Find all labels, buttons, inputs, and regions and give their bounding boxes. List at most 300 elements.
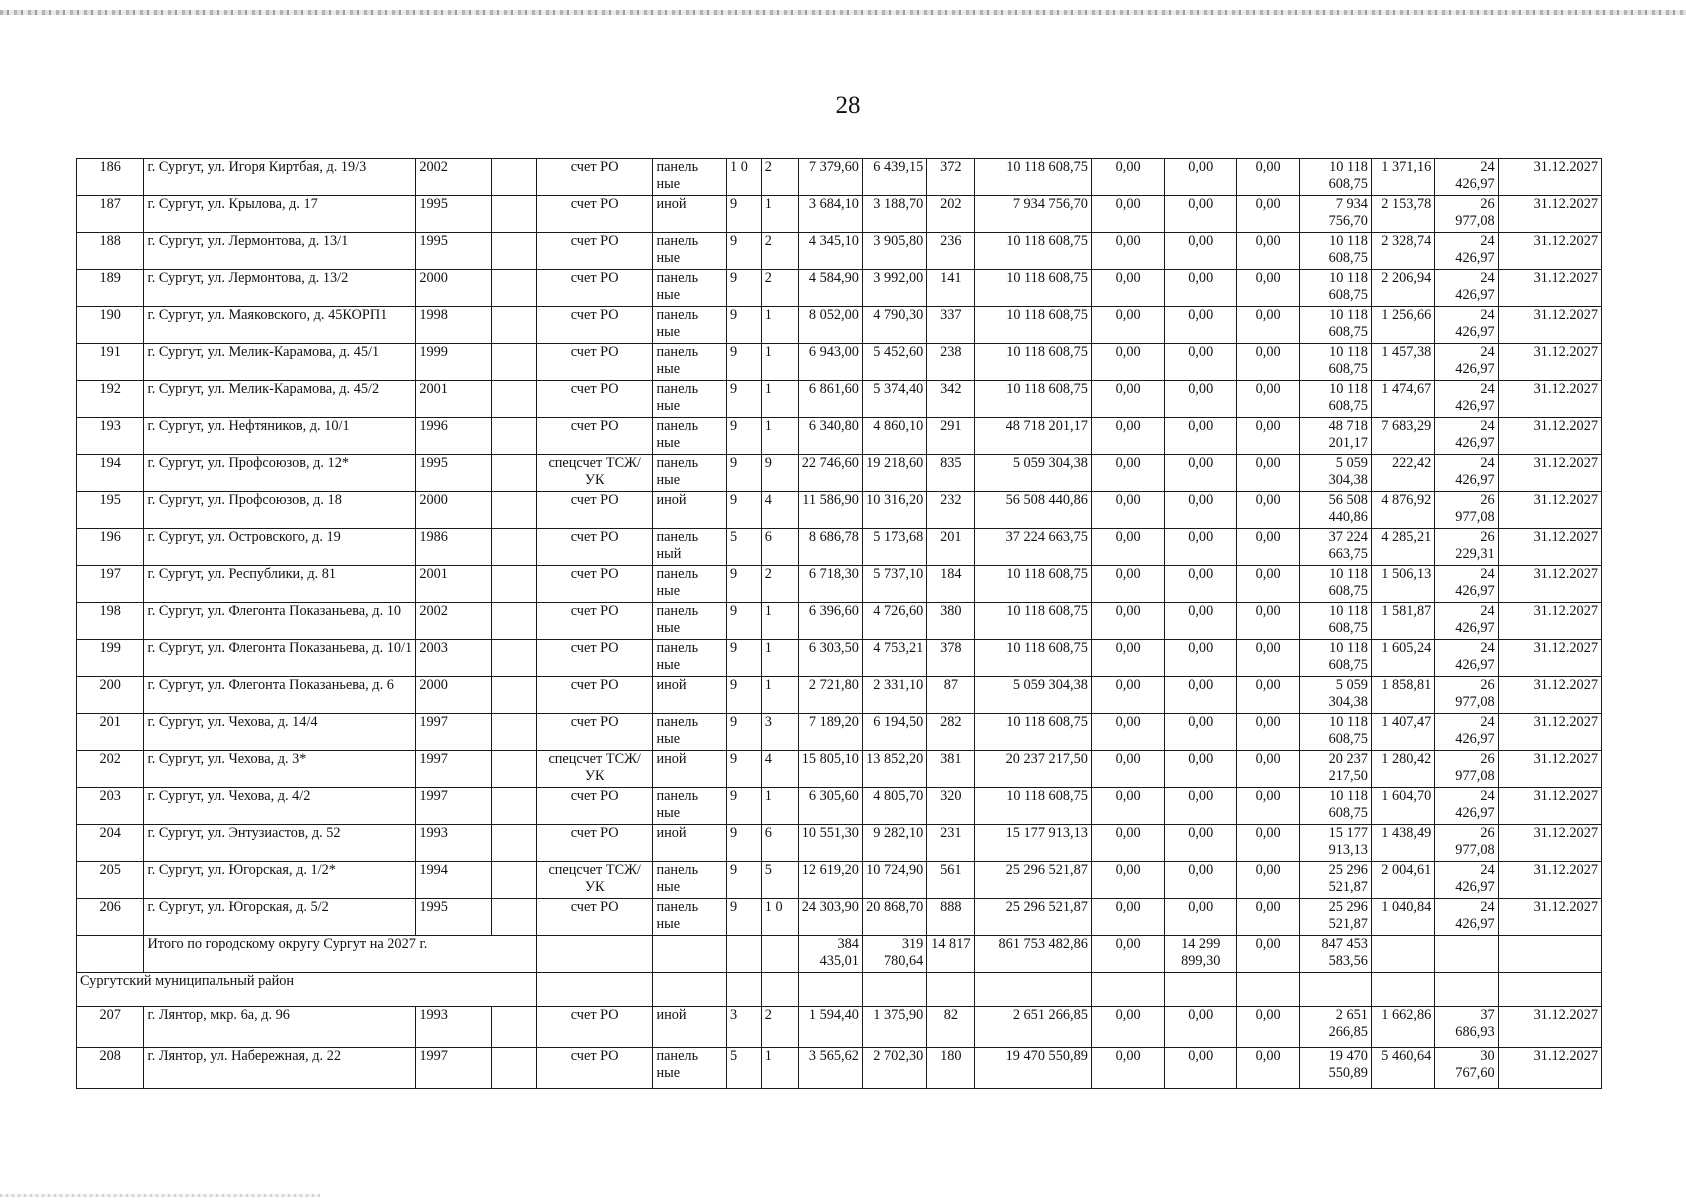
cell-year: 2001: [416, 566, 492, 603]
cell-area-living: 5 173,68: [862, 529, 926, 566]
cell-fund-federal: 0,00: [1091, 196, 1165, 233]
cell-limit-cost: 24 426,97: [1435, 862, 1498, 899]
cell-entrances: 2: [761, 159, 798, 196]
cell-fund-owners: 56 508 440,86: [1300, 492, 1372, 529]
cell-addr: г. Сургут, ул. Мелик-Карамова, д. 45/2: [144, 381, 416, 418]
empty-cell: [491, 825, 536, 862]
cell-n: 196: [77, 529, 144, 566]
cell-fund-local: 0,00: [1237, 566, 1300, 603]
table-row: [77, 788, 1602, 825]
cell-area-total: 15 805,10: [798, 751, 862, 788]
cell-account: счет РО: [536, 381, 653, 418]
cell-cost-total: 5 059 304,38: [975, 677, 1092, 714]
cell-residents: 282: [927, 714, 975, 751]
cell-year: 1995: [416, 196, 492, 233]
cell-fund-federal: 0,00: [1091, 862, 1165, 899]
cell-material: панель ные: [653, 640, 727, 677]
cell-residents: 202: [927, 196, 975, 233]
cell-area-living: 4 790,30: [862, 307, 926, 344]
cell-fund-federal: 0,00: [1091, 492, 1165, 529]
cell-floors: 9: [727, 418, 762, 455]
cell-n: 194: [77, 455, 144, 492]
cell-fund-owners: 10 118 608,75: [1300, 603, 1372, 640]
cell-cost-total: 20 237 217,50: [975, 751, 1092, 788]
cell-floors: 9: [727, 233, 762, 270]
empty-cell: [927, 973, 975, 1007]
cell-specific-cost: 1 457,38: [1371, 344, 1434, 381]
cell-entrances: 1: [761, 640, 798, 677]
cell-material: панель ные: [653, 307, 727, 344]
cell-fund-federal: 0,00: [1091, 677, 1165, 714]
cell-cost-total: 37 224 663,75: [975, 529, 1092, 566]
cell-material: панель ный: [653, 529, 727, 566]
cell-addr: г. Сургут, ул. Энтузиастов, д. 52: [144, 825, 416, 862]
cell-year: 2000: [416, 492, 492, 529]
cell-material: иной: [653, 677, 727, 714]
empty-cell: [1371, 973, 1434, 1007]
cell-year: 1997: [416, 788, 492, 825]
cell-n: 199: [77, 640, 144, 677]
cell-deadline: 31.12.2027: [1498, 677, 1601, 714]
cell-cost-total: 15 177 913,13: [975, 825, 1092, 862]
cell-material: панель ные: [653, 159, 727, 196]
cell-cost-total: 10 118 608,75: [975, 714, 1092, 751]
cell-specific-cost: 2 206,94: [1371, 270, 1434, 307]
cell-area-total: 6 303,50: [798, 640, 862, 677]
cell-entrances: 1 0: [761, 899, 798, 936]
cell-area-total: 12 619,20: [798, 862, 862, 899]
cell-material: панель ные: [653, 714, 727, 751]
cell-area-total: 4 345,10: [798, 233, 862, 270]
cell-area-total: 6 305,60: [798, 788, 862, 825]
cell-fund-region: 0,00: [1165, 418, 1237, 455]
cell-limit-cost: 26 977,08: [1435, 492, 1498, 529]
cell-year: 1997: [416, 714, 492, 751]
cell-cost-total: 25 296 521,87: [975, 899, 1092, 936]
cell-material: панель ные: [653, 1048, 727, 1089]
cell-area-total: 8 052,00: [798, 307, 862, 344]
cell-specific-cost: 2 004,61: [1371, 862, 1434, 899]
cell-addr: г. Лянтор, ул. Набережная, д. 22: [144, 1048, 416, 1089]
cell-specific-cost: 4 876,92: [1371, 492, 1434, 529]
cell-area-living: 1 375,90: [862, 1007, 926, 1048]
empty-cell: [491, 677, 536, 714]
cell-entrances: 2: [761, 233, 798, 270]
cell-area-living: 4 860,10: [862, 418, 926, 455]
cell-fund-owners: 10 118 608,75: [1300, 270, 1372, 307]
cell-fund-region: 0,00: [1165, 381, 1237, 418]
cell-entrances: 4: [761, 751, 798, 788]
cell-entrances: 6: [761, 825, 798, 862]
cell-entrances: 1: [761, 418, 798, 455]
cell-fund-region: 0,00: [1165, 344, 1237, 381]
cell-addr: г. Сургут, ул. Югорская, д. 1/2*: [144, 862, 416, 899]
cell-deadline: 31.12.2027: [1498, 825, 1601, 862]
cell-material: иной: [653, 1007, 727, 1048]
cell-deadline: 31.12.2027: [1498, 270, 1601, 307]
cell-deadline: 31.12.2027: [1498, 1007, 1601, 1048]
empty-cell: [761, 973, 798, 1007]
cell-fund-region: 0,00: [1165, 566, 1237, 603]
table-row: [77, 529, 1602, 566]
cell-fund-federal: 0,00: [1091, 566, 1165, 603]
cell-n: 190: [77, 307, 144, 344]
cell-cost-total: 10 118 608,75: [975, 603, 1092, 640]
cell-fund-local: 0,00: [1237, 381, 1300, 418]
cell-residents: 378: [927, 640, 975, 677]
cell-limit-cost: 24 426,97: [1435, 381, 1498, 418]
empty-cell: [761, 936, 798, 973]
cell-deadline: 31.12.2027: [1498, 159, 1601, 196]
cell-area-total: 1 594,40: [798, 1007, 862, 1048]
cell-fund-federal: 0,00: [1091, 714, 1165, 751]
cell-fund-local: 0,00: [1237, 307, 1300, 344]
cell-floors: 9: [727, 714, 762, 751]
cell-n: 197: [77, 566, 144, 603]
cell-n: 206: [77, 899, 144, 936]
cell-residents: 236: [927, 233, 975, 270]
table-row: [77, 233, 1602, 270]
empty-cell: [491, 381, 536, 418]
cell-fund-region: 0,00: [1165, 492, 1237, 529]
cell-deadline: 31.12.2027: [1498, 566, 1601, 603]
cell-fund-region: 0,00: [1165, 455, 1237, 492]
cell-area-total: 11 586,90: [798, 492, 862, 529]
cell-fund-owners: 10 118 608,75: [1300, 640, 1372, 677]
cell-residents: 372: [927, 159, 975, 196]
cell-deadline: 31.12.2027: [1498, 233, 1601, 270]
cell-n: 193: [77, 418, 144, 455]
cell-fund-federal: 0,00: [1091, 307, 1165, 344]
cell-fund-region: 0,00: [1165, 196, 1237, 233]
table-row: [77, 603, 1602, 640]
table-body: [77, 159, 1602, 1089]
cell-fund-region: 0,00: [1165, 307, 1237, 344]
cell-area-living: 5 374,40: [862, 381, 926, 418]
cell-material: панель ные: [653, 788, 727, 825]
cell-n: 195: [77, 492, 144, 529]
cell-entrances: 3: [761, 714, 798, 751]
cell-fund-owners: 10 118 608,75: [1300, 566, 1372, 603]
cell-cost-total: 10 118 608,75: [975, 640, 1092, 677]
cell-fund-federal: 0,00: [1091, 1007, 1165, 1048]
cell-floors: 9: [727, 344, 762, 381]
cell-account: спецсчет ТСЖ/УК: [536, 455, 653, 492]
cell-fund-region: 0,00: [1165, 751, 1237, 788]
cell-fund-region: 0,00: [1165, 603, 1237, 640]
cell-fund-region: 0,00: [1165, 640, 1237, 677]
cell-cost-total: 10 118 608,75: [975, 159, 1092, 196]
cell-fund-owners: 10 118 608,75: [1300, 307, 1372, 344]
cell-year: 1995: [416, 233, 492, 270]
cell-fund-local: 0,00: [1237, 270, 1300, 307]
cell-entrances: 1: [761, 788, 798, 825]
empty-cell: [491, 751, 536, 788]
empty-cell: [862, 973, 926, 1007]
total-area-living: 319 780,64: [862, 936, 926, 973]
cell-fund-owners: 19 470 550,89: [1300, 1048, 1372, 1089]
table-row: [77, 825, 1602, 862]
cell-addr: г. Сургут, ул. Нефтяников, д. 10/1: [144, 418, 416, 455]
cell-fund-local: 0,00: [1237, 418, 1300, 455]
cell-limit-cost: 24 426,97: [1435, 714, 1498, 751]
cell-fund-local: 0,00: [1237, 1048, 1300, 1089]
empty-cell: [1435, 973, 1498, 1007]
cell-limit-cost: 24 426,97: [1435, 455, 1498, 492]
empty-cell: [491, 1048, 536, 1089]
empty-cell: [727, 936, 762, 973]
cell-fund-region: 0,00: [1165, 788, 1237, 825]
cell-n: 205: [77, 862, 144, 899]
cell-area-total: 8 686,78: [798, 529, 862, 566]
table-row: [77, 751, 1602, 788]
cell-residents: 231: [927, 825, 975, 862]
table-row: [77, 566, 1602, 603]
cell-addr: г. Сургут, ул. Профсоюзов, д. 12*: [144, 455, 416, 492]
cell-fund-federal: 0,00: [1091, 381, 1165, 418]
cell-area-total: 10 551,30: [798, 825, 862, 862]
cell-area-living: 19 218,60: [862, 455, 926, 492]
cell-fund-owners: 10 118 608,75: [1300, 381, 1372, 418]
cell-limit-cost: 24 426,97: [1435, 418, 1498, 455]
cell-fund-region: 0,00: [1165, 529, 1237, 566]
cell-entrances: 4: [761, 492, 798, 529]
cell-n: 189: [77, 270, 144, 307]
cell-specific-cost: 1 256,66: [1371, 307, 1434, 344]
cell-area-total: 3 684,10: [798, 196, 862, 233]
cell-entrances: 1: [761, 344, 798, 381]
cell-area-living: 4 753,21: [862, 640, 926, 677]
empty-cell: [1300, 973, 1372, 1007]
cell-fund-region: 0,00: [1165, 714, 1237, 751]
cell-limit-cost: 24 426,97: [1435, 233, 1498, 270]
cell-residents: 82: [927, 1007, 975, 1048]
cell-year: 1996: [416, 418, 492, 455]
cell-specific-cost: 222,42: [1371, 455, 1434, 492]
cell-cost-total: 10 118 608,75: [975, 381, 1092, 418]
cell-area-living: 10 316,20: [862, 492, 926, 529]
total-area-total: 384 435,01: [798, 936, 862, 973]
cell-addr: г. Сургут, ул. Игоря Киртбая, д. 19/3: [144, 159, 416, 196]
cell-limit-cost: 26 977,08: [1435, 196, 1498, 233]
empty-cell: [491, 899, 536, 936]
cell-entrances: 1: [761, 381, 798, 418]
cell-fund-region: 0,00: [1165, 1007, 1237, 1048]
cell-year: 2000: [416, 270, 492, 307]
section-row: [77, 973, 1602, 1007]
cell-floors: 9: [727, 307, 762, 344]
page-number: 28: [835, 92, 861, 119]
cell-n: 191: [77, 344, 144, 381]
cell-area-living: 13 852,20: [862, 751, 926, 788]
cell-cost-total: 48 718 201,17: [975, 418, 1092, 455]
empty-cell: [536, 973, 653, 1007]
cell-specific-cost: 5 460,64: [1371, 1048, 1434, 1089]
cell-material: панель ные: [653, 566, 727, 603]
cell-residents: 87: [927, 677, 975, 714]
cell-cost-total: 10 118 608,75: [975, 233, 1092, 270]
cell-addr: г. Сургут, ул. Лермонтова, д. 13/2: [144, 270, 416, 307]
cell-fund-local: 0,00: [1237, 529, 1300, 566]
cell-addr: г. Сургут, ул. Островского, д. 19: [144, 529, 416, 566]
cell-limit-cost: 24 426,97: [1435, 566, 1498, 603]
cell-year: 2002: [416, 159, 492, 196]
total-fund-region: 14 299 899,30: [1165, 936, 1237, 973]
cell-fund-owners: 15 177 913,13: [1300, 825, 1372, 862]
empty-cell: [491, 492, 536, 529]
cell-deadline: 31.12.2027: [1498, 1048, 1601, 1089]
cell-deadline: 31.12.2027: [1498, 714, 1601, 751]
section-label: Сургутский муниципальный район: [77, 973, 537, 1007]
total-row: [77, 936, 1602, 973]
cell-fund-region: 0,00: [1165, 899, 1237, 936]
cell-year: 2001: [416, 381, 492, 418]
cell-limit-cost: 37 686,93: [1435, 1007, 1498, 1048]
cell-n: 201: [77, 714, 144, 751]
cell-material: панель ные: [653, 899, 727, 936]
table-row: [77, 677, 1602, 714]
cell-area-total: 7 379,60: [798, 159, 862, 196]
cell-year: 1997: [416, 751, 492, 788]
cell-cost-total: 10 118 608,75: [975, 344, 1092, 381]
cell-account: спецсчет ТСЖ/УК: [536, 862, 653, 899]
cell-area-living: 6 194,50: [862, 714, 926, 751]
cell-n: 188: [77, 233, 144, 270]
cell-deadline: 31.12.2027: [1498, 196, 1601, 233]
cell-fund-owners: 2 651 266,85: [1300, 1007, 1372, 1048]
cell-residents: 342: [927, 381, 975, 418]
cell-account: счет РО: [536, 196, 653, 233]
empty-cell: [491, 603, 536, 640]
cell-fund-local: 0,00: [1237, 492, 1300, 529]
cell-entrances: 6: [761, 529, 798, 566]
table-row: [77, 1048, 1602, 1089]
cell-cost-total: 10 118 608,75: [975, 270, 1092, 307]
cell-addr: г. Сургут, ул. Флегонта Показаньева, д. 6: [144, 677, 416, 714]
cell-area-total: 22 746,60: [798, 455, 862, 492]
cell-area-living: 10 724,90: [862, 862, 926, 899]
cell-fund-owners: 25 296 521,87: [1300, 899, 1372, 936]
cell-fund-local: 0,00: [1237, 159, 1300, 196]
cell-fund-local: 0,00: [1237, 825, 1300, 862]
cell-fund-region: 0,00: [1165, 1048, 1237, 1089]
cell-area-total: 2 721,80: [798, 677, 862, 714]
cell-addr: г. Сургут, ул. Лермонтова, д. 13/1: [144, 233, 416, 270]
empty-cell: [491, 159, 536, 196]
empty-cell: [653, 973, 727, 1007]
cell-n: 186: [77, 159, 144, 196]
cell-fund-federal: 0,00: [1091, 1048, 1165, 1089]
total-label: Итого по городскому округу Сургут на 2027 г.: [144, 936, 536, 973]
cell-year: 2000: [416, 677, 492, 714]
cell-area-living: 2 331,10: [862, 677, 926, 714]
cell-n: 187: [77, 196, 144, 233]
cell-residents: 201: [927, 529, 975, 566]
cell-area-living: 3 188,70: [862, 196, 926, 233]
cell-fund-federal: 0,00: [1091, 788, 1165, 825]
cell-cost-total: 5 059 304,38: [975, 455, 1092, 492]
cell-residents: 238: [927, 344, 975, 381]
cell-specific-cost: 1 662,86: [1371, 1007, 1434, 1048]
table-row: [77, 159, 1602, 196]
cell-fund-federal: 0,00: [1091, 529, 1165, 566]
cell-account: счет РО: [536, 603, 653, 640]
cell-addr: г. Лянтор, мкр. 6а, д. 96: [144, 1007, 416, 1048]
cell-area-total: 6 718,30: [798, 566, 862, 603]
cell-material: панель ные: [653, 455, 727, 492]
cell-fund-owners: 5 059 304,38: [1300, 455, 1372, 492]
cell-material: панель ные: [653, 270, 727, 307]
cell-fund-region: 0,00: [1165, 159, 1237, 196]
cell-cost-total: 56 508 440,86: [975, 492, 1092, 529]
cell-floors: 9: [727, 566, 762, 603]
cell-cost-total: 10 118 608,75: [975, 566, 1092, 603]
cell-area-total: 7 189,20: [798, 714, 862, 751]
cell-residents: 320: [927, 788, 975, 825]
cell-limit-cost: 24 426,97: [1435, 159, 1498, 196]
cell-addr: г. Сургут, ул. Чехова, д. 14/4: [144, 714, 416, 751]
cell-fund-owners: 10 118 608,75: [1300, 788, 1372, 825]
cell-deadline: 31.12.2027: [1498, 381, 1601, 418]
empty-cell: [491, 270, 536, 307]
cell-account: счет РО: [536, 677, 653, 714]
cell-floors: 9: [727, 455, 762, 492]
cell-fund-federal: 0,00: [1091, 418, 1165, 455]
cell-account: счет РО: [536, 640, 653, 677]
cell-entrances: 1: [761, 677, 798, 714]
cell-deadline: 31.12.2027: [1498, 455, 1601, 492]
cell-limit-cost: 24 426,97: [1435, 270, 1498, 307]
table-row: [77, 640, 1602, 677]
empty-cell: [491, 307, 536, 344]
table-row: [77, 455, 1602, 492]
cell-area-living: 3 992,00: [862, 270, 926, 307]
empty-cell: [491, 862, 536, 899]
cell-year: 1994: [416, 862, 492, 899]
cell-addr: г. Сургут, ул. Чехова, д. 3*: [144, 751, 416, 788]
cell-floors: 9: [727, 381, 762, 418]
cell-fund-local: 0,00: [1237, 751, 1300, 788]
cell-entrances: 5: [761, 862, 798, 899]
cell-year: 2002: [416, 603, 492, 640]
cell-material: панель ные: [653, 233, 727, 270]
cell-floors: 1 0: [727, 159, 762, 196]
total-residents: 14 817: [927, 936, 975, 973]
table-row: [77, 270, 1602, 307]
cell-deadline: 31.12.2027: [1498, 344, 1601, 381]
empty-cell: [536, 936, 653, 973]
cell-specific-cost: 7 683,29: [1371, 418, 1434, 455]
empty-cell: [491, 788, 536, 825]
cell-specific-cost: 1 280,42: [1371, 751, 1434, 788]
cell-area-living: 4 726,60: [862, 603, 926, 640]
cell-residents: 561: [927, 862, 975, 899]
cell-area-total: 6 943,00: [798, 344, 862, 381]
cell-fund-owners: 10 118 608,75: [1300, 233, 1372, 270]
cell-deadline: 31.12.2027: [1498, 788, 1601, 825]
empty-cell: [975, 973, 1092, 1007]
cell-residents: 184: [927, 566, 975, 603]
cell-specific-cost: 1 506,13: [1371, 566, 1434, 603]
empty-cell: [1237, 973, 1300, 1007]
cell-addr: г. Сургут, ул. Республики, д. 81: [144, 566, 416, 603]
cell-fund-region: 0,00: [1165, 862, 1237, 899]
empty-cell: [491, 714, 536, 751]
cell-fund-region: 0,00: [1165, 233, 1237, 270]
cell-account: спецсчет ТСЖ/УК: [536, 751, 653, 788]
cell-floors: 9: [727, 788, 762, 825]
cell-floors: 9: [727, 862, 762, 899]
